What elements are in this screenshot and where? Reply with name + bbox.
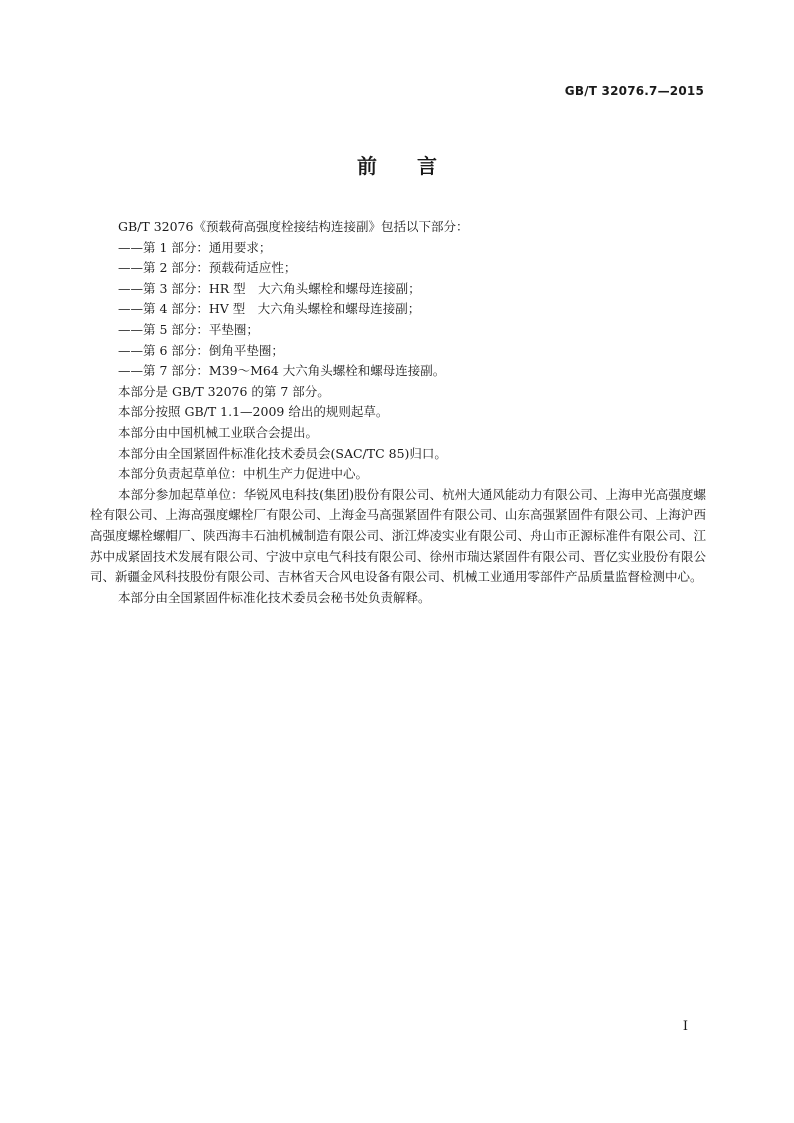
- part-list-item: ——第 3 部分：HR 型 大六角头螺栓和螺母连接副；: [118, 280, 421, 296]
- body-paragraph: 本部分参加起草单位：华锐风电科技(集团)股份有限公司、杭州大通风能动力有限公司、上海申光高强度螺栓有限公司、上海高强度螺栓厂有限公司、上海金马高强紧固件有限公司、山东高强紧固件有限公司、上海沪西高强度螺栓螺帽厂、陕西海丰石油机械制造有限公司、浙江烨凌实业有限公司、舟山市正源标准件有限公司、江苏中成紧固技术发展有限公司、宁波中京电气科技有限公司、徐州市瑞达紧固件有限公司、晋亿实业股份有限公司、新疆金风科技股份有限公司、吉林省天合风电设备有限公司、机械工业通用零部件产品质量监督检测中心。: [90, 486, 706, 585]
- standard-number: GB/T 32076.7—2015: [564, 84, 704, 98]
- part-list-item: ——第 6 部分：倒角平垫圈；: [118, 342, 284, 358]
- part-list-item: ——第 1 部分：通用要求；: [118, 239, 272, 255]
- intro-paragraph: GB/T 32076《预载荷高强度栓接结构连接副》包括以下部分：: [118, 219, 469, 234]
- body-paragraph: 本部分由全国紧固件标准化技术委员会秘书处负责解释。: [118, 589, 431, 605]
- part-list-item: ——第 5 部分：平垫圈；: [118, 321, 259, 337]
- body-paragraph: 本部分由全国紧固件标准化技术委员会(SAC/TC 85)归口。: [118, 445, 447, 461]
- page-number: I: [682, 1019, 688, 1034]
- part-list-item: ——第 4 部分：HV 型 大六角头螺栓和螺母连接副；: [118, 301, 421, 317]
- body-paragraph: 本部分负责起草单位：中机生产力促进中心。: [118, 466, 369, 482]
- body-paragraph: 本部分按照 GB/T 1.1—2009 给出的规则起草。: [118, 404, 389, 420]
- part-list-item: ——第 7 部分：M39～M64 大六角头螺栓和螺母连接副。: [118, 363, 446, 379]
- body-paragraph: 本部分是 GB/T 32076 的第 7 部分。: [118, 383, 330, 399]
- body-paragraph: 本部分由中国机械工业联合会提出。: [118, 424, 319, 440]
- foreword-body: [90, 217, 706, 608]
- part-list-item: ——第 2 部分：预载荷适应性；: [118, 260, 297, 276]
- page-title: 前言: [357, 154, 477, 178]
